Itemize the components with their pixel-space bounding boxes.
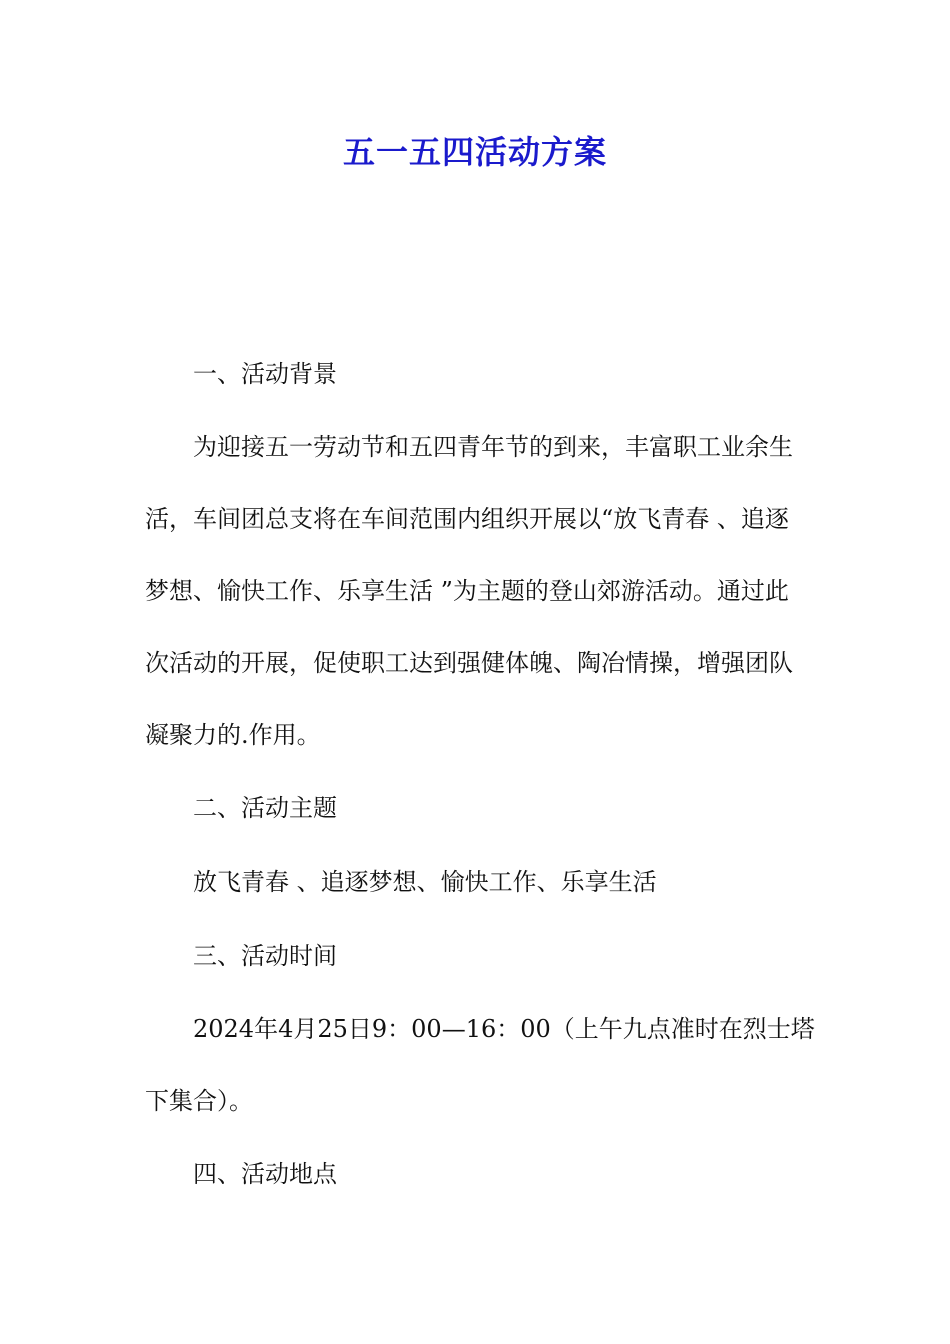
time-line-2: 下集合）。: [145, 1087, 253, 1115]
background-line-1: 为迎接五一劳动节和五四青年节的到来，丰富职工业余生: [193, 433, 793, 461]
background-line-4: 次活动的开展，促使职工达到强健体魄、陶冶情操，增强团队: [145, 649, 793, 677]
time-line-1: 2024年4月25日9：00—16：00（上午九点准时在烈士塔: [193, 1015, 815, 1043]
background-paragraph: [145, 411, 807, 771]
document-body: [145, 337, 815, 1211]
background-line-3: 梦想、愉快工作、乐享生活 ”为主题的登山郊游活动。通过此: [145, 577, 789, 605]
document-title: 五一五四活动方案: [342, 133, 607, 171]
section-heading-background: 一、活动背景: [193, 360, 337, 388]
section-heading-location: 四、活动地点: [193, 1160, 337, 1188]
theme-text: 放飞青春 、追逐梦想、愉快工作、乐享生活: [193, 868, 657, 896]
background-line-5: 凝聚力的.作用。: [145, 721, 321, 749]
section-heading-time: 三、活动时间: [193, 942, 337, 970]
background-line-2: 活，车间团总支将在车间范围内组织开展以“放飞青春 、追逐: [145, 505, 789, 533]
time-paragraph: [145, 993, 815, 1137]
section-heading-theme: 二、活动主题: [193, 794, 337, 822]
